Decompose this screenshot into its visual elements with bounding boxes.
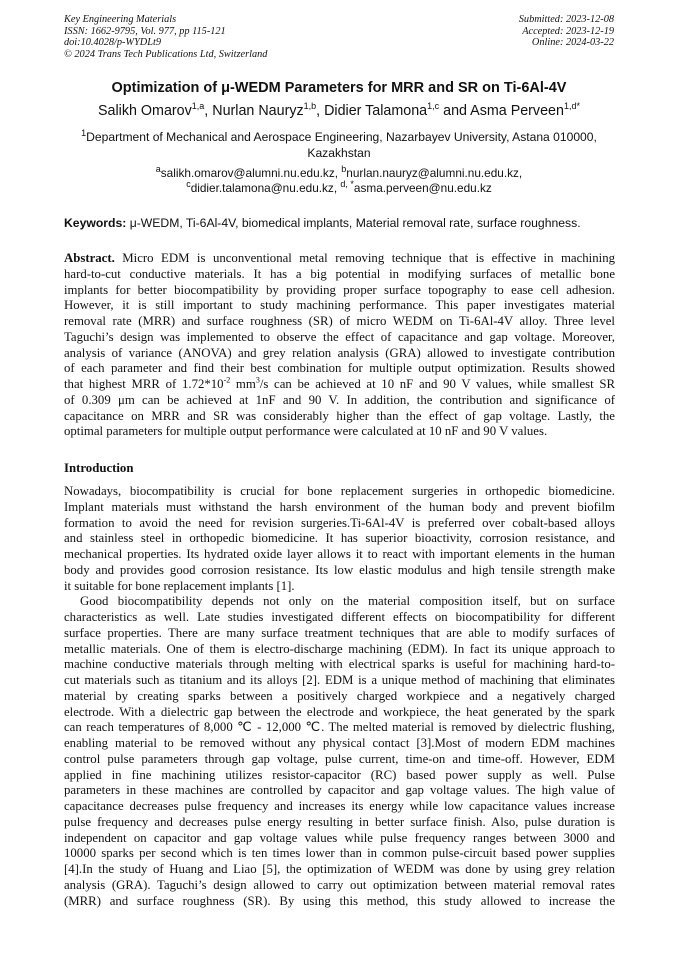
body-line: enabling material to be removed without any physical contact [3].Most of modern EDM machines <box>64 736 615 750</box>
body-line: capacitance decreases pulse frequency and increases its energy while low capacitance values increase <box>64 799 615 813</box>
abstract-line: of 0.309 μm can be achieved at 1nF and 90 V. In addition, the contribution and significance of <box>64 392 615 407</box>
author-list <box>0 103 678 119</box>
body-line: machine conductive materials through melting with electrical sparks is useful for machining hard-to- <box>64 657 615 672</box>
body-line: material by creating sparks between a positively charged workpiece and a negatively charged <box>64 688 615 703</box>
abstract-line: analysis of variance (ANOVA) and grey relation analysis (GRA) allowed to investigate contribution <box>64 345 615 360</box>
email-line <box>0 166 678 181</box>
body-line: parameters in these machines are controlled by capacitor and gap voltage values. The high value of <box>64 783 615 798</box>
exponent: -2 <box>223 375 231 385</box>
abstract-line: However, it is still important to study machining performance. This paper investigates material <box>64 298 615 313</box>
email-link[interactable]: didier.talamona@nu.edu.kz, <box>190 181 341 196</box>
online-date: Online: 2024-03-22 <box>531 37 614 49</box>
abstract-text: mm <box>230 377 256 391</box>
issn-volume-pages: ISSN: 1662-9795, Vol. 977, pp 115-121 <box>64 25 226 37</box>
body-line: Nowadays, biocompatibility is crucial for bone replacement surgeries in orthopedic biomedicine. <box>64 484 615 498</box>
body-line: cut materials such as titanium and its alloys [2]. EDM is a unique method of machining that eliminates <box>64 673 615 687</box>
email-link[interactable]: asma.perveen@nu.edu.kz <box>353 181 492 196</box>
affiliation <box>76 127 602 161</box>
email-mark: b <box>341 164 347 175</box>
author-emails <box>0 166 678 197</box>
body-line: independent on capacitor and gap voltage values while pulse frequency ranges between 3000 and <box>64 830 615 845</box>
abstract-line: hard-to-cut conductive materials. It has a big potential in modifying surfaces of metallic bone <box>64 266 615 281</box>
author-affiliation-mark: 1,c <box>427 101 440 112</box>
abstract-line <box>64 377 615 393</box>
abstract-line: of each parameter and find their best combination for multiple output optimization. Results showed <box>64 361 615 376</box>
abstract-line <box>64 251 615 267</box>
abstract-text: that highest MRR of 1.72*10 <box>64 377 224 391</box>
author-separator: , <box>204 103 213 119</box>
author-affiliation-mark: 1,a <box>191 101 205 112</box>
abstract <box>64 251 615 440</box>
email-mark: a <box>155 164 161 175</box>
body-line: metallic materials. One of them is electro-discharge machining (EDM). In fact its unique approach to <box>64 641 615 656</box>
email-mark: c <box>186 179 191 190</box>
doi: doi:10.4028/p-WYDLt9 <box>64 37 161 49</box>
submitted-date: Submitted: 2023-12-08 <box>518 14 614 25</box>
affiliation-mark: 1 <box>81 127 87 138</box>
section-heading-introduction: Introduction <box>64 461 134 475</box>
body-line: mechanical properties. Its hydrated oxide layer allows it to react with important elements in the human <box>64 547 615 561</box>
abstract-text: /s can be achieved at 10 nF and 90 V values, while smallest SR <box>259 377 616 391</box>
abstract-line: Taguchi’s design was implemented to observe the effect of capacitance and gap voltage. Moreover, <box>64 329 615 344</box>
email-mark: d, * <box>340 179 354 190</box>
author-affiliation-mark: 1,d* <box>563 101 580 112</box>
author-name: Asma Perveen <box>470 103 564 119</box>
body-line: Implant materials must withstand the harsh environment of the human body and prevent biofilm <box>64 499 615 514</box>
email-link[interactable]: nurlan.nauryz@alumni.nu.edu.kz, <box>346 166 523 180</box>
abstract-line: implants for better biocompatibility by providing proper surface topography to ease cell adhesion. <box>64 282 615 297</box>
paper-title: Optimization of μ-WEDM Parameters for MRR and SR on Ti-6Al-4V <box>111 80 567 96</box>
affiliation-text: Department of Mechanical and Aerospace Engineering, Nazarbayev University, Astana 010000, Kazakhstan <box>86 130 597 160</box>
body-line: [4].In the study of Huang and Liao [5], the optimization of WEDM was done by using grey relation <box>64 862 615 876</box>
abstract-line: optimal parameters for multiple output performance were calculated at 10 nF and 90 V values. <box>64 424 548 439</box>
body-line: electrode. With a dielectric gap between the electrode and workpiece, the heat generated by the spark <box>64 704 615 719</box>
body-line: Good biocompatibility depends not only on the material composition itself, but on surface <box>80 594 615 609</box>
author-name: Salikh Omarov <box>98 103 192 119</box>
email-line <box>0 181 678 196</box>
body-line: control pulse parameters through gap voltage, pulse current, time-on and time-off. However, EDM <box>64 751 615 766</box>
keywords-label: Keywords: <box>64 216 127 230</box>
keywords-text: μ-WEDM, Ti-6Al-4V, biomedical implants, Material removal rate, surface roughness. <box>126 216 581 230</box>
introduction-body <box>64 484 615 909</box>
copyright: © 2024 Trans Tech Publications Ltd, Switzerland <box>64 48 268 60</box>
abstract-line: capacitance on MRR and SR was considerably higher than the effect of gap voltage. Lastly, the <box>64 408 615 423</box>
journal-name: Key Engineering Materials <box>64 14 177 25</box>
body-line: characteristics as well. Late studies investigated different effects on biocompatibility for different <box>64 610 615 624</box>
body-line: 10000 sparks per second which is ten times lower than in common pulse-circuit based power supplies <box>64 846 615 861</box>
author-affiliation-mark: 1,b <box>303 101 317 112</box>
journal-metadata <box>64 14 267 60</box>
author-name: Nurlan Nauryz <box>212 103 304 119</box>
body-line: and stainless steel in orthopedic biomedicine. It has superior bioactivity, corrosion resistance, and <box>64 531 615 546</box>
body-line: it suitable for bone replacement implants [1]. <box>64 578 295 593</box>
abstract-text: Micro EDM is unconventional metal removing technique that is effective in machining <box>114 251 615 265</box>
body-line: body and provides good corrosion resistance. Its low elastic modulus and high tensile strength make <box>64 562 615 577</box>
body-line: surface properties. There are many surface treatment techniques that are able to modify surfaces of <box>64 625 615 640</box>
body-line: analysis (GRA). Taguchi’s design allowed to carry out optimization between material removal rates <box>64 877 615 892</box>
accepted-date: Accepted: 2023-12-19 <box>522 25 614 37</box>
body-line: formation to avoid the need for revision surgeries.Ti-6Al-4V is preferred over cobalt-based alloys <box>64 515 615 530</box>
body-line: applied in fine machining utilizes resistor-capacitor (RC) based power supply as well. Pulse <box>64 767 615 782</box>
email-link[interactable]: salikh.omarov@alumni.nu.edu.kz, <box>160 166 342 180</box>
body-line: pulse frequency and decreases pulse energy resulting in better surface finish. Also, pulse duration is <box>64 814 615 829</box>
submission-dates <box>519 14 614 49</box>
keywords <box>64 216 624 230</box>
body-line: can reach temperatures of 8,000 ℃ - 12,000 ℃. The melted material is removed by dielectric flushing, <box>64 720 615 735</box>
abstract-label: Abstract. <box>64 251 115 265</box>
abstract-line: removal rate (MRR) and surface roughness (SR) of micro WEDM on Ti-6Al-4V alloy. Three level <box>64 314 615 328</box>
exponent: 3 <box>255 375 260 385</box>
author-separator: , <box>316 103 325 119</box>
body-line: (MRR) and surface roughness (SR). By using this method, this study allowed to increase the <box>64 893 615 908</box>
author-name: Didier Talamona <box>324 103 428 119</box>
author-separator: and <box>439 103 471 119</box>
